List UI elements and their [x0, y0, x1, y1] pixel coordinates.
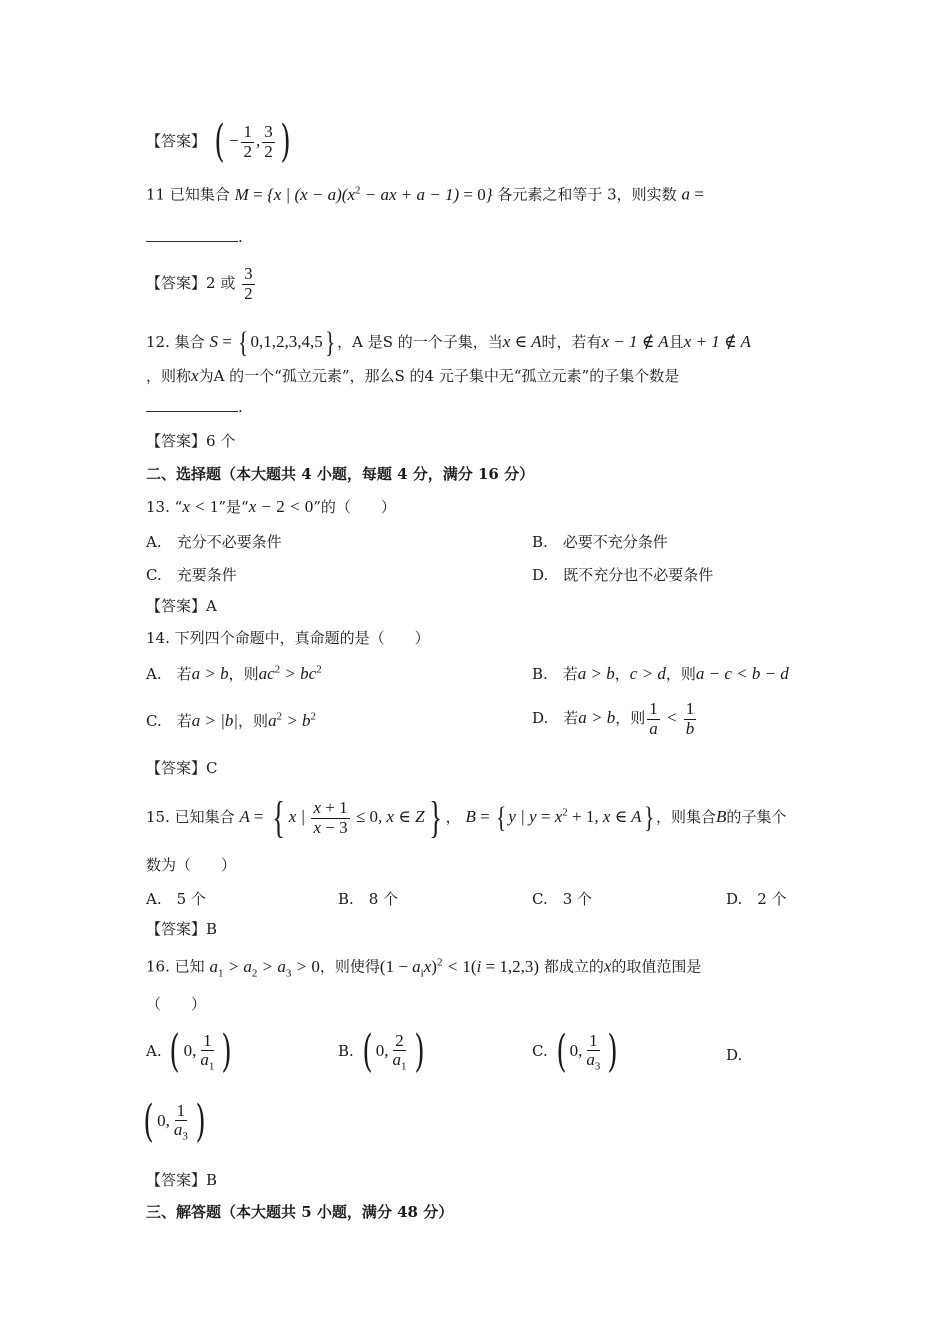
answer-q10: 【答案】 ( − $\frac{1}{2}$ , $\frac{3}{2}$ )	[146, 116, 291, 167]
question-14: 14. 下列四个命题中，真命题的是（ ）	[146, 629, 430, 647]
question-16-paren: （ ）	[146, 995, 207, 1013]
q14-option-b[interactable]: B. 若a > b，c > d，则a − c < b − d	[532, 664, 789, 683]
answer-q16: 【答案】B	[146, 1171, 218, 1189]
question-15: 15. 已知集合 A = { x | $\frac{x + 1}{x - 3}$ ≤ 0, x ∈ Z} ， B = { y | $y = x^2 + 1$, x ∈ A} ，则集合B的子集个	[146, 793, 787, 842]
q14-option-c[interactable]: C. 若a > |b|，则$a^2 > b^2$	[146, 710, 317, 730]
q16-option-c[interactable]: C. ( 0, $\frac{1}{a_3}$ )	[532, 1026, 619, 1077]
blank-q12: .	[146, 398, 243, 416]
q16-option-b[interactable]: B. ( 0, $\frac{2}{a_1}$ )	[338, 1026, 425, 1077]
q16-option-a[interactable]: A. ( 0, $\frac{1}{a_1}$ )	[146, 1026, 233, 1077]
q14-option-a[interactable]: A. 若a > b，则$ac^2 > bc^2$	[146, 663, 322, 683]
question-12-line2: ，则称x为A 的一个“孤立元素”，那么S 的4 元子集中无“孤立元素”的子集个数是	[146, 366, 680, 385]
answer-label: 【答案】	[146, 132, 207, 150]
q15-option-c[interactable]: C. 3 个	[532, 890, 593, 908]
question-12: 12. 集合 S = { 0,1,2,3,4,5} ，A 是S 的一个子集，当x ∈ A时，若有x − 1 ∉ A且x + 1 ∉ A	[146, 326, 751, 359]
q13-option-d[interactable]: D. 既不充分也不必要条件	[532, 566, 714, 584]
q13-option-c[interactable]: C. 充要条件	[146, 566, 237, 584]
question-15-line2: 数为（ ）	[146, 856, 237, 874]
section-2-title: 二、选择题（本大题共 4 小题，每题 4 分，满分 16 分）	[146, 465, 535, 483]
answer-q13: 【答案】A	[146, 597, 217, 615]
answer-q14: 【答案】C	[146, 759, 218, 777]
answer-q11: 【答案】2 或 $\frac{3}{2}$	[146, 264, 253, 303]
question-16: 16. 已知 $a_1 > a_2 > a_3 > 0$，则使得$(1 - a_ix)^2 < 1(i = 1,2,3)$ 都成立的x的取值范围是	[146, 956, 702, 980]
q14-option-d[interactable]: D. 若a > b，则 $\frac{1}{a}$ < $\frac{1}{b}$	[532, 699, 695, 738]
section-3-title: 三、解答题（本大题共 5 小题，满分 48 分）	[146, 1203, 454, 1221]
q15-option-b[interactable]: B. 8 个	[338, 890, 399, 908]
q16-option-d[interactable]: D.	[726, 1046, 743, 1064]
blank-q11: .	[146, 228, 243, 246]
q13-option-b[interactable]: B. 必要不充分条件	[532, 533, 668, 551]
answer-q15: 【答案】B	[146, 920, 218, 938]
q16-option-d-value: ( 0, $\frac{1}{a_3}$ )	[143, 1096, 206, 1147]
question-13: 13. “x < 1”是“x − 2 < 0”的（ ）	[146, 497, 396, 516]
question-11: 11 已知集合 M = {x | $(x - a)(x^2$ − ax + a − 1) = 0} 各元素之和等于 3，则实数 a =	[146, 184, 704, 204]
q15-option-a[interactable]: A. 5 个	[146, 890, 206, 908]
answer-q12: 【答案】6 个	[146, 432, 236, 450]
q15-option-d[interactable]: D. 2 个	[726, 890, 787, 908]
q13-option-a[interactable]: A. 充分不必要条件	[146, 533, 282, 551]
set-m-expr: M = {x | $(x - a)(x^2$ − ax + a − 1) = 0}	[234, 184, 493, 204]
